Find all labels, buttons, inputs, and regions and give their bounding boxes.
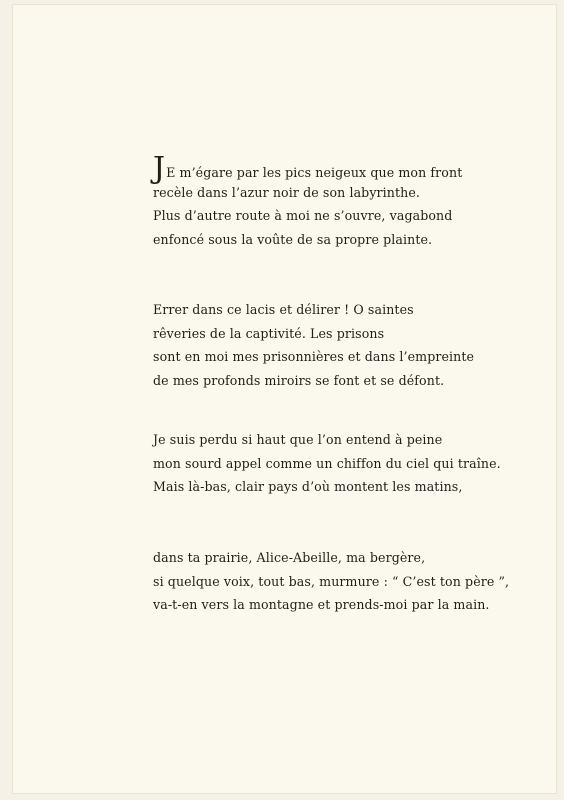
paper-sheet <box>12 4 557 794</box>
poem-line: rêveries de la captivité. Les prisons <box>153 325 385 341</box>
poem-line <box>153 151 493 186</box>
first-line-text: E m’égare par les pics neigeux que mon front <box>166 165 463 180</box>
poem-line: enfoncé sous la voûte de sa propre plainte. <box>153 231 433 247</box>
poem-line: Errer dans ce lacis et délirer ! O saintes <box>153 302 414 317</box>
poem-line: mon sourd appel comme un chiffon du ciel qui traîne. <box>153 455 501 471</box>
poem-line: si quelque voix, tout bas, murmure : “ C’est ton père ”, <box>153 573 510 589</box>
poem-line: va-t-en vers la montagne et prends-moi par la main. <box>153 597 490 613</box>
poem-line: recèle dans l’azur noir de son labyrinthe. <box>153 184 421 200</box>
stanza-2 <box>153 298 493 392</box>
poem-line: Je suis perdu si haut que l’on entend à peine <box>153 432 443 447</box>
poem-line: Mais là-bas, clair pays d’où montent les matins, <box>153 479 463 495</box>
stanza-4 <box>153 546 510 617</box>
drop-cap: J <box>153 151 166 186</box>
poem-line: sont en moi mes prisonnières et dans l’empreinte <box>153 349 475 365</box>
stanza-1 <box>153 151 493 251</box>
poem-line: de mes profonds miroirs se font et se défont. <box>153 372 445 388</box>
poem-line: Plus d’autre route à moi ne s’ouvre, vagabond <box>153 208 453 224</box>
stanza-3 <box>153 428 501 499</box>
poem-line: dans ta prairie, Alice-Abeille, ma bergère, <box>153 550 426 565</box>
